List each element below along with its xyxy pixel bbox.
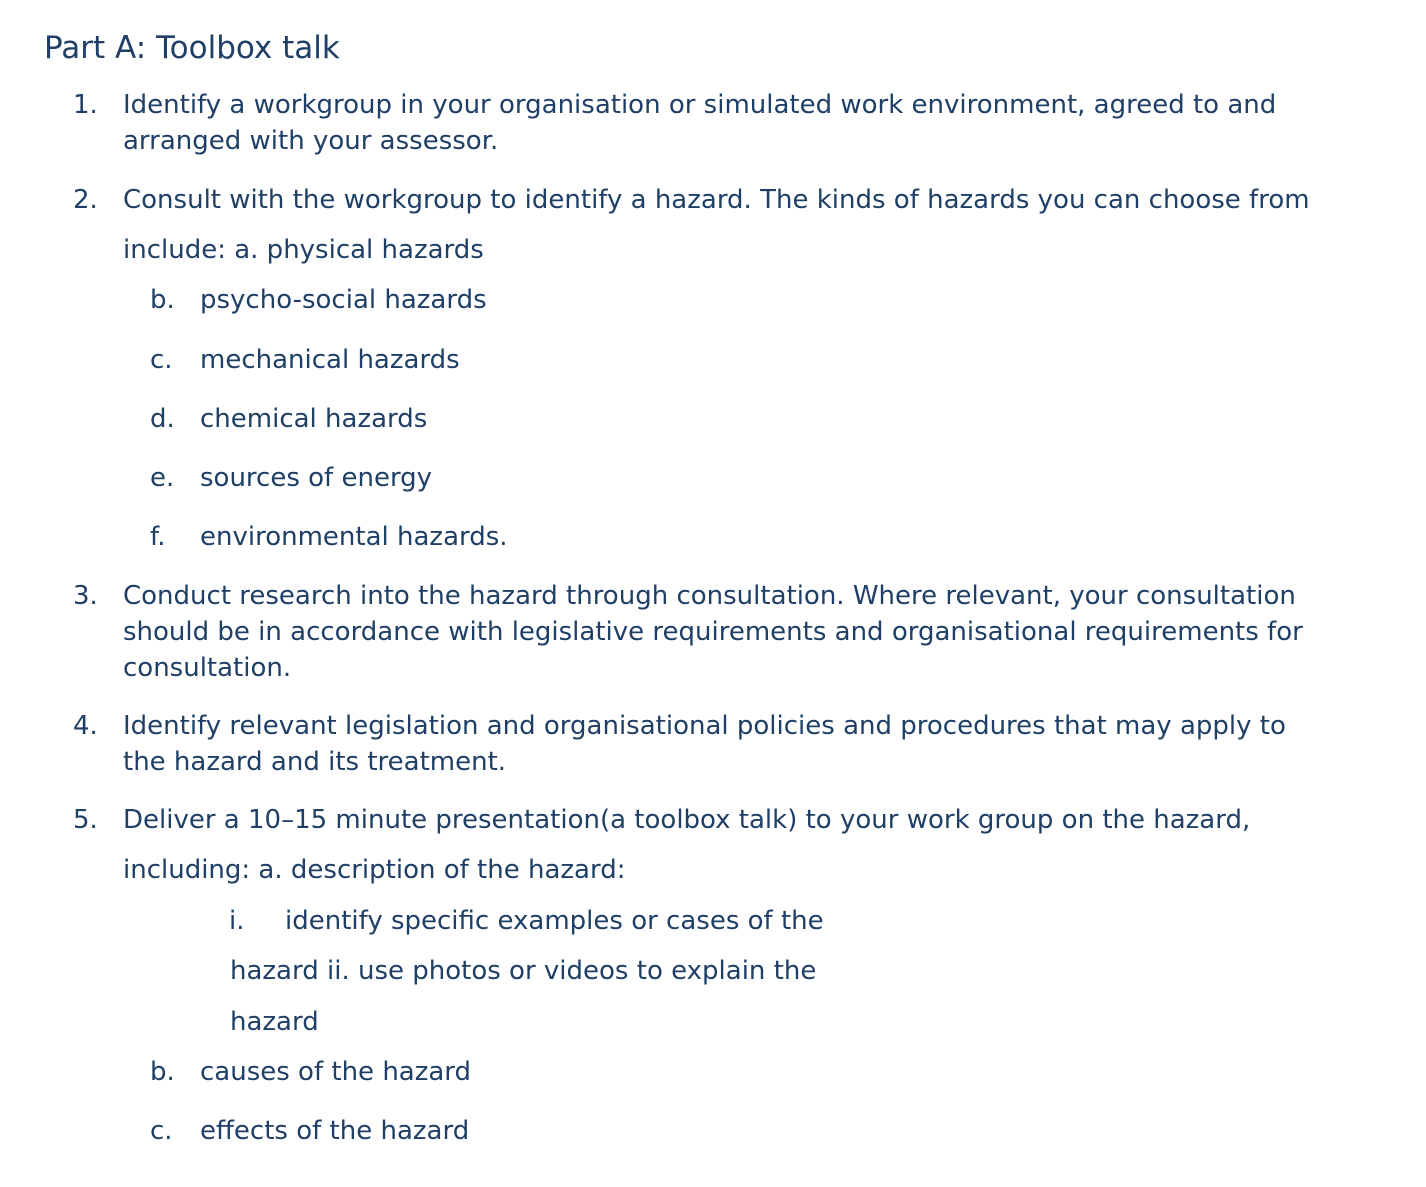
item-3-line-2: should be in accordance with legislative requirements and organisational requirements for <box>123 617 1303 647</box>
item-2-sub-c-label: c. <box>150 345 173 375</box>
item-2-number: 2. <box>73 185 98 215</box>
item-2-sub-e-label: e. <box>150 463 175 493</box>
item-5-number: 5. <box>73 805 98 835</box>
item-4-number: 4. <box>73 711 98 741</box>
item-2-line-2: include: a. physical hazards <box>123 235 484 265</box>
item-3-line-1: Conduct research into the hazard through consultation. Where relevant, your consultation <box>123 581 1296 611</box>
item-2-sub-e-text: sources of energy <box>200 463 433 493</box>
item-3-line-3: consultation. <box>123 653 292 683</box>
item-2-sub-d-text: chemical hazards <box>200 404 428 434</box>
item-1-line-1: Identify a workgroup in your organisation or simulated work environment, agreed to and <box>123 90 1277 120</box>
item-5-sub-b-text: causes of the hazard <box>200 1057 472 1087</box>
item-2-sub-d-label: d. <box>150 404 175 434</box>
item-5-sub-c-label: c. <box>150 1116 173 1146</box>
item-4-line-1: Identify relevant legislation and organisational policies and procedures that may apply to <box>123 711 1286 741</box>
item-5-roman-continuation-1: hazard ii. use photos or videos to explain the <box>230 956 817 986</box>
item-5-roman-i-text: identify specific examples or cases of the <box>285 906 824 936</box>
item-3-number: 3. <box>73 581 98 611</box>
item-5-roman-continuation-2: hazard <box>230 1007 319 1037</box>
item-2-sub-f-text: environmental hazards. <box>200 522 508 552</box>
item-2-sub-b-text: psycho-social hazards <box>200 285 487 315</box>
item-5-sub-c-text: effects of the hazard <box>200 1116 470 1146</box>
item-5-sub-b-label: b. <box>150 1057 175 1087</box>
item-4-line-2: the hazard and its treatment. <box>123 747 507 777</box>
item-1-number: 1. <box>73 90 98 120</box>
item-1-line-2: arranged with your assessor. <box>123 126 499 156</box>
item-5-roman-i-label: i. <box>229 906 245 936</box>
item-5-line-1: Deliver a 10–15 minute presentation(a toolbox talk) to your work group on the hazard, <box>123 805 1251 835</box>
item-2-line-1: Consult with the workgroup to identify a hazard. The kinds of hazards you can choose from <box>123 185 1310 215</box>
item-2-sub-f-label: f. <box>150 522 166 552</box>
item-2-sub-c-text: mechanical hazards <box>200 345 460 375</box>
item-5-line-2: including: a. description of the hazard: <box>123 855 626 885</box>
page-title: Part A: Toolbox talk <box>44 30 340 66</box>
item-2-sub-b-label: b. <box>150 285 175 315</box>
